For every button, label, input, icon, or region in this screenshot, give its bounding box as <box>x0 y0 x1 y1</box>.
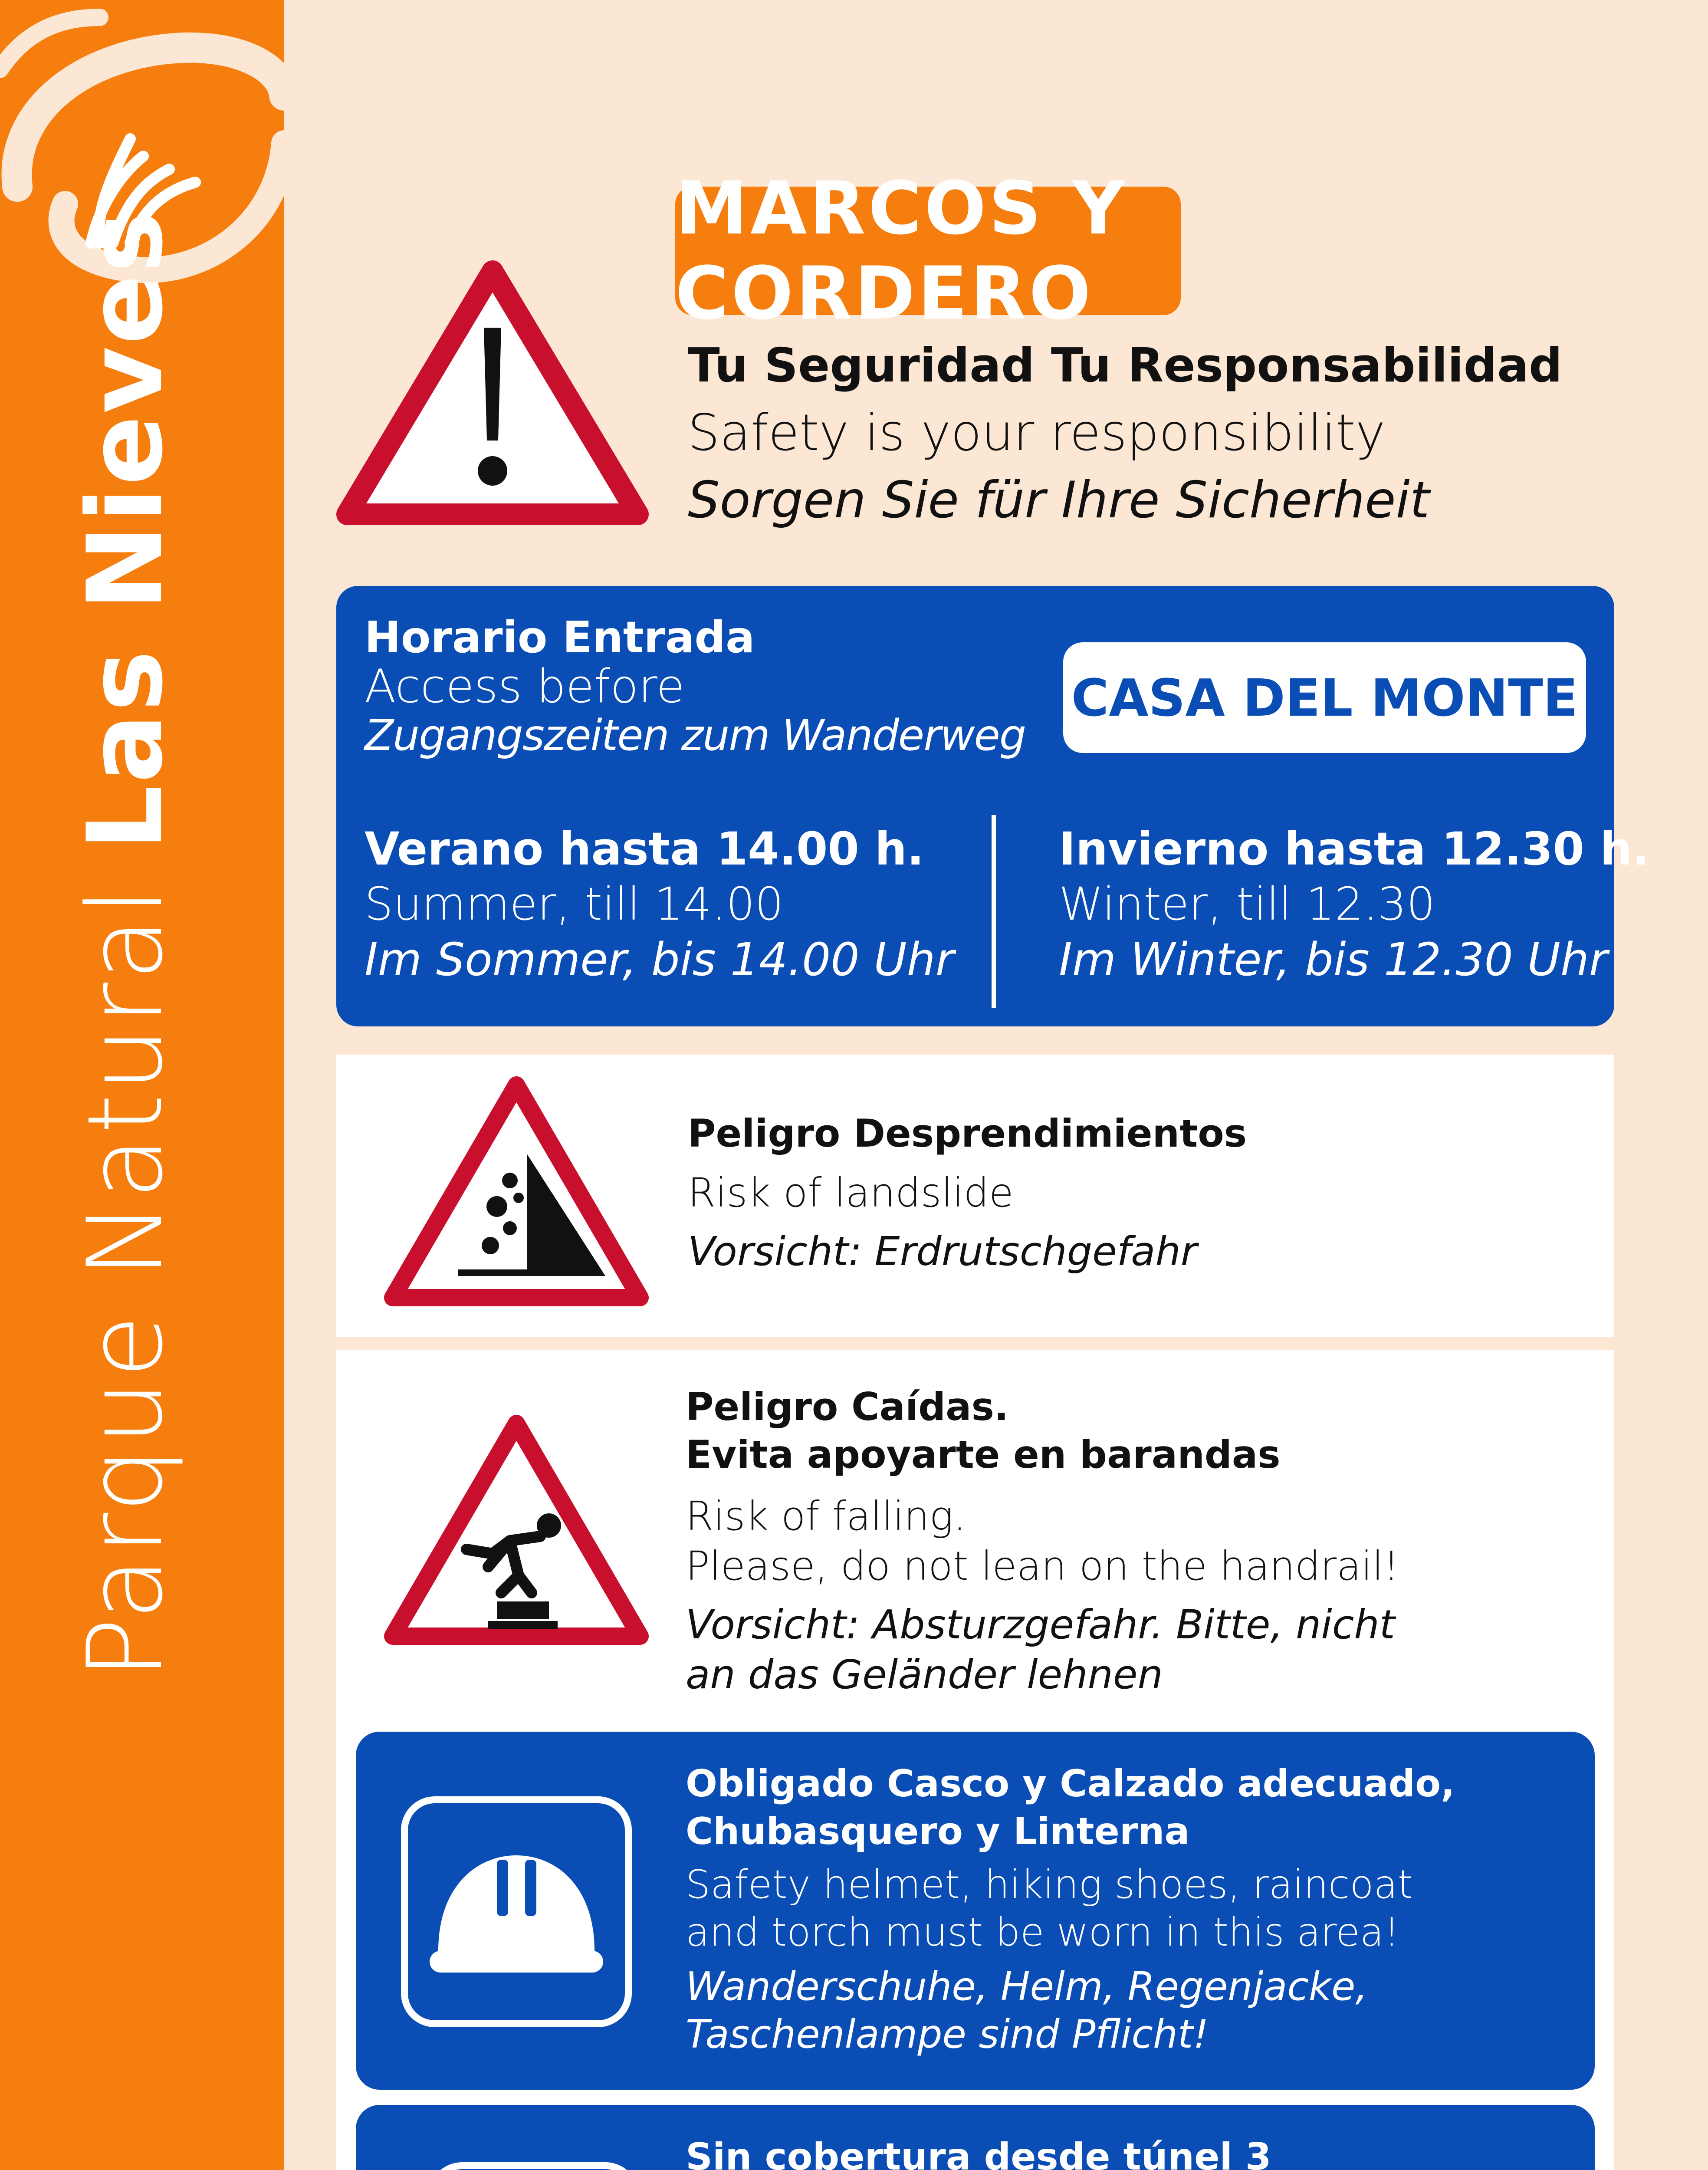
landslide-es: Peligro Desprendimientos <box>688 1111 1247 1156</box>
helmet-icon <box>399 1795 634 2029</box>
falling-rocks-icon <box>380 1072 653 1315</box>
landslide-en: Risk of landslide <box>688 1170 1014 1216</box>
equipment-en-2: and torch must be worn in this area! <box>686 1910 1400 1955</box>
park-name-container <box>0 0 284 2170</box>
winter-es: Invierno hasta 12.30 h. <box>1059 822 1649 875</box>
falling-es-1: Peligro Caídas. <box>686 1384 1009 1429</box>
summer-de: Im Sommer, bis 14.00 Uhr <box>365 933 954 986</box>
equipment-es-1: Obligado Casco y Calzado adecuado, <box>686 1762 1455 1805</box>
equipment-de-2: Taschenlampe sind Pflicht! <box>686 2012 1209 2057</box>
header-es: Tu Seguridad Tu Responsabilidad <box>688 339 1563 393</box>
equipment-de-1: Wanderschuhe, Helm, Regenjacke, <box>686 1964 1368 2009</box>
falling-en-2: Please, do not lean on the handrail! <box>686 1543 1399 1589</box>
equipment-en-1: Safety helmet, hiking shoes, raincoat <box>686 1862 1413 1907</box>
equipment-es-2: Chubasquero y Linterna <box>686 1810 1190 1853</box>
falling-es-2: Evita apoyarte en barandas <box>686 1432 1281 1477</box>
header-en: Safety is your responsibility <box>688 404 1386 462</box>
schedule-heading-es: Horario Entrada <box>365 612 755 663</box>
winter-en: Winter, till 12.30 <box>1059 878 1435 930</box>
header-de: Sorgen Sie für Ihre Sicherheit <box>688 471 1430 529</box>
equipment-card <box>356 1732 1595 2090</box>
falling-en-1: Risk of falling. <box>686 1493 966 1539</box>
summer-es: Verano hasta 14.00 h. <box>365 822 924 875</box>
falling-de-1: Vorsicht: Absturzgefahr. Bitte, nicht <box>686 1601 1395 1648</box>
park-name-prefix: Parque Natural <box>66 851 186 1680</box>
phone-signal-icon <box>393 2161 644 2170</box>
landslide-de: Vorsicht: Erdrutschgefahr <box>688 1228 1197 1275</box>
schedule-heading-de: Zugangszeiten zum Wanderweg <box>365 711 1026 760</box>
trail-title: MARCOS Y CORDERO <box>675 187 1181 315</box>
schedule-heading-en: Access before <box>365 660 685 713</box>
park-name-bold: Las Nieves <box>66 209 186 851</box>
location-label: CASA DEL MONTE <box>1063 642 1586 753</box>
schedule-divider <box>992 815 996 1008</box>
schedule-panel <box>336 586 1649 1026</box>
winter-de: Im Winter, bis 12.30 Uhr <box>1059 933 1608 986</box>
summer-en: Summer, till 14.00 <box>365 878 784 930</box>
falling-de-2: an das Geländer lehnen <box>686 1651 1163 1698</box>
warning-triangle-icon <box>334 254 651 532</box>
signal-card <box>356 2105 1595 2170</box>
landslide-card <box>336 1055 1614 1337</box>
person-falling-icon <box>380 1410 653 1654</box>
park-name <box>61 209 191 1680</box>
signal-es-1: Sin cobertura desde túnel 3 <box>686 2135 1271 2170</box>
